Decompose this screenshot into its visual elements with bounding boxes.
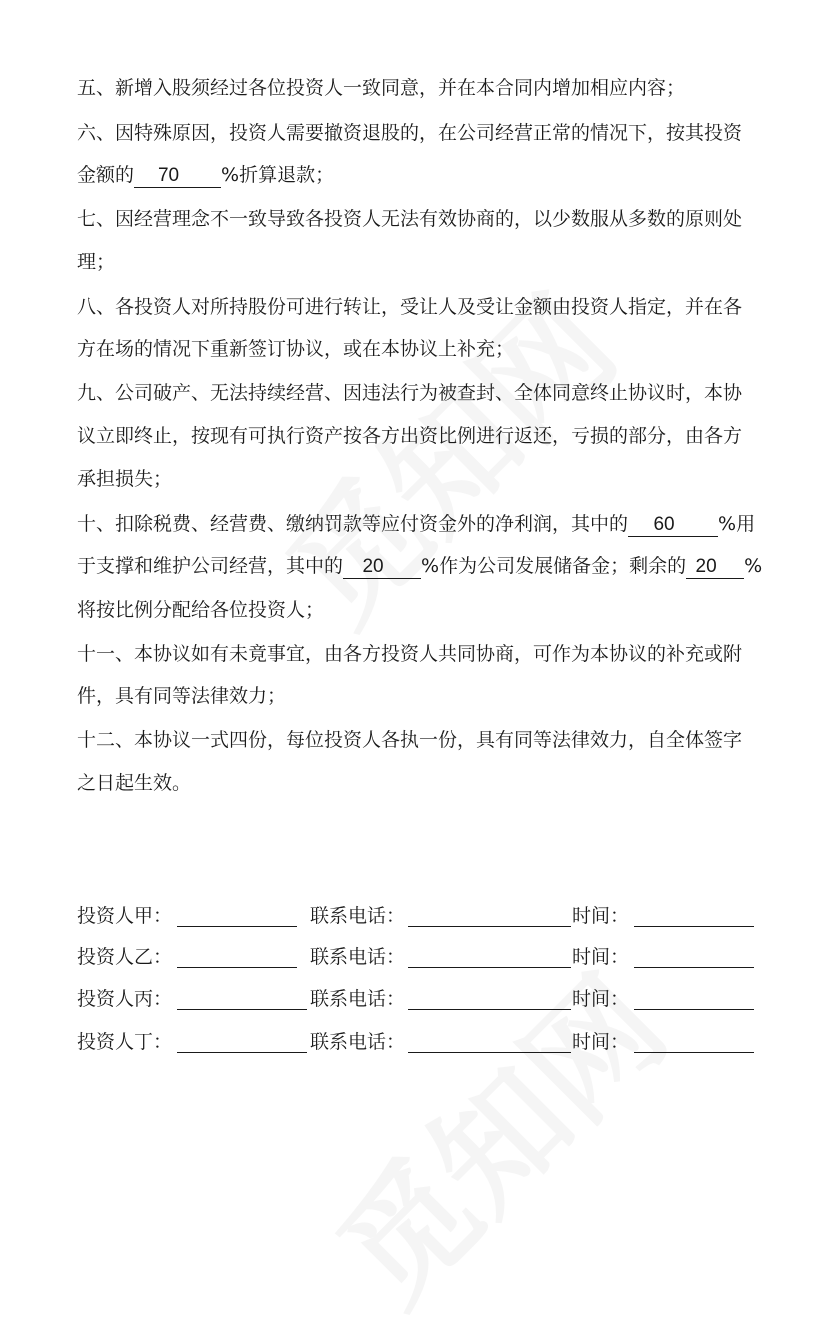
investor-label: 投资人乙： bbox=[77, 946, 173, 968]
reserve-percent-blank: 20 bbox=[343, 556, 421, 579]
clause-10-line-3: 将按比例分配给各位投资人； bbox=[77, 599, 325, 621]
phone-signature-line[interactable] bbox=[408, 967, 571, 968]
phone-signature-line[interactable] bbox=[408, 1052, 571, 1053]
clause-12-line-1: 十二、本协议一式四份，每位投资人各执一份，具有同等法律效力，自全体签字 bbox=[77, 729, 743, 751]
signature-row-ding bbox=[77, 1030, 757, 1058]
clause-7-line-2: 理； bbox=[77, 251, 116, 273]
signature-row-jia bbox=[77, 904, 757, 932]
clause-11-line-1: 十一、本协议如有未竟事宜，由各方投资人共同协商，可作为本协议的补充或附 bbox=[77, 643, 743, 665]
time-signature-line[interactable] bbox=[634, 967, 754, 968]
refund-percent-blank: 70 bbox=[134, 165, 221, 188]
clause-9-line-1: 九、公司破产、无法持续经营、因违法行为被查封、全体同意终止协议时，本协 bbox=[77, 382, 743, 404]
clause-8-line-2: 方在场的情况下重新签订协议，或在本协议上补充； bbox=[77, 338, 515, 360]
investor-signature-line[interactable] bbox=[177, 967, 297, 968]
investor-signature-line[interactable] bbox=[177, 926, 297, 927]
clause-9-line-3: 承担损失； bbox=[77, 468, 173, 490]
phone-signature-line[interactable] bbox=[408, 1009, 571, 1010]
signature-row-bing bbox=[77, 987, 757, 1015]
time-label: 时间： bbox=[572, 905, 630, 927]
clause-12-line-2: 之日起生效。 bbox=[77, 772, 192, 794]
distribution-percent-blank: 20 bbox=[686, 556, 744, 579]
clause-7-line-1: 七、因经营理念不一致导致各投资人无法有效协商的，以少数服从多数的原则处 bbox=[77, 208, 743, 230]
investor-label: 投资人丙： bbox=[77, 988, 173, 1010]
time-signature-line[interactable] bbox=[634, 926, 754, 927]
phone-label: 联系电话： bbox=[310, 946, 406, 968]
clause-10-prefix: 十、扣除税费、经营费、缴纳罚款等应付资金外的净利润，其中的 bbox=[77, 513, 629, 535]
clause-6-suffix: %折算退款； bbox=[221, 164, 335, 186]
investor-label: 投资人甲： bbox=[77, 905, 173, 927]
clause-10-line-2 bbox=[77, 554, 762, 578]
operating-percent-blank: 60 bbox=[628, 514, 718, 537]
investor-label: 投资人丁： bbox=[77, 1031, 173, 1053]
investor-signature-line[interactable] bbox=[177, 1052, 307, 1053]
clause-10-suffix-1: %用 bbox=[718, 513, 756, 535]
phone-label: 联系电话： bbox=[310, 905, 406, 927]
clause-10-line-2-middle: %作为公司发展储备金；剩余的 bbox=[421, 555, 687, 577]
clause-6-line-1: 六、因特殊原因，投资人需要撤资退股的，在公司经营正常的情况下，按其投资 bbox=[77, 122, 743, 144]
clause-6-line-2 bbox=[77, 163, 334, 187]
time-label: 时间： bbox=[572, 946, 630, 968]
clause-8-line-1: 八、各投资人对所持股份可进行转让，受让人及受让金额由投资人指定，并在各 bbox=[77, 296, 743, 318]
clause-10-line-2-prefix: 于支撑和维护公司经营，其中的 bbox=[77, 555, 344, 577]
time-label: 时间： bbox=[572, 1031, 630, 1053]
clause-9-line-2: 议立即终止，按现有可执行资产按各方出资比例进行返还，亏损的部分，由各方 bbox=[77, 425, 743, 447]
clause-10-line-1 bbox=[77, 512, 755, 536]
phone-label: 联系电话： bbox=[310, 988, 406, 1010]
time-signature-line[interactable] bbox=[634, 1009, 754, 1010]
clause-5: 五、新增入股须经过各位投资人一致同意，并在本合同内增加相应内容； bbox=[77, 77, 686, 99]
phone-label: 联系电话： bbox=[310, 1031, 406, 1053]
clause-11-line-2: 件，具有同等法律效力； bbox=[77, 685, 287, 707]
phone-signature-line[interactable] bbox=[408, 926, 571, 927]
signature-row-yi bbox=[77, 945, 757, 973]
clause-6-prefix: 金额的 bbox=[77, 164, 135, 186]
clause-10-line-2-suffix: % bbox=[744, 555, 763, 577]
investor-signature-line[interactable] bbox=[177, 1009, 307, 1010]
time-signature-line[interactable] bbox=[634, 1052, 754, 1053]
time-label: 时间： bbox=[572, 988, 630, 1010]
